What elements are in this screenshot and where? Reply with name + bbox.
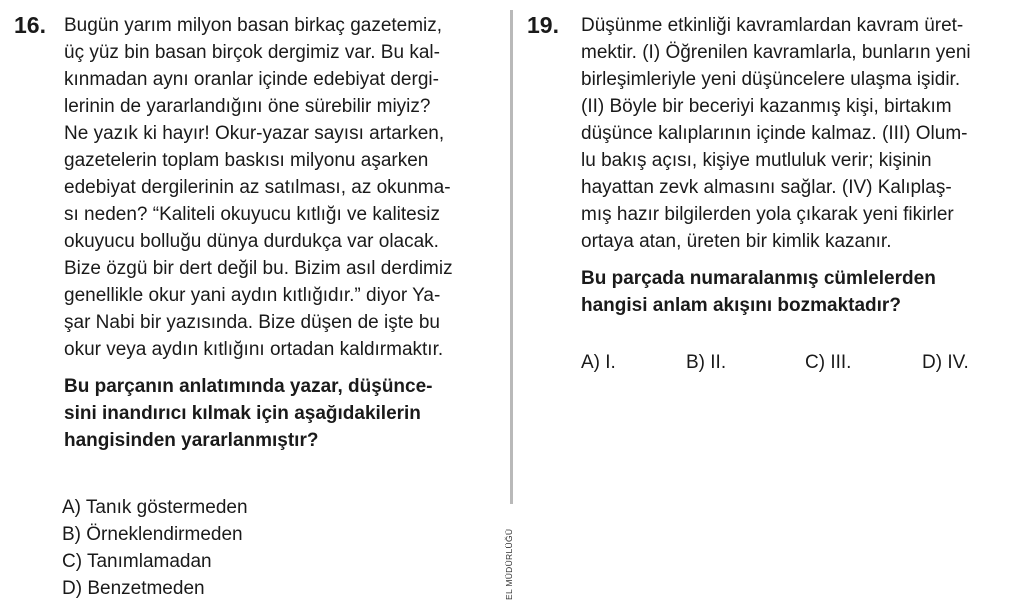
passage-line: şar Nabi bir yazısında. Bize düşen de işte bu: [64, 312, 440, 333]
question-number: 19.: [527, 12, 559, 38]
option-c[interactable]: C) III.: [805, 352, 852, 373]
question-prompt: [581, 265, 1022, 319]
option-b[interactable]: B) II.: [686, 352, 727, 373]
passage: [581, 12, 1022, 255]
passage-line: lerinin de yararlandığını öne sürebilir miyiz?: [64, 96, 431, 117]
question-number: 16.: [14, 12, 46, 38]
answer-options: [581, 349, 1022, 376]
passage-line: düşünce kalıplarının içinde kalmaz. (III) Olum-: [581, 123, 968, 144]
passage: [64, 12, 504, 363]
passage-line: Bugün yarım milyon basan birkaç gazetemiz,: [64, 15, 443, 36]
option-d[interactable]: D) IV.: [922, 352, 969, 373]
option-c[interactable]: C) Tanımlamadan: [62, 551, 212, 572]
question-body: [581, 12, 1022, 376]
column-divider: [510, 10, 513, 504]
question-body: [64, 12, 504, 602]
option-b[interactable]: B) Örneklendirmeden: [62, 524, 243, 545]
passage-line: Bize özgü bir dert değil bu. Bizim asıl derdimiz: [64, 258, 453, 279]
passage-line: hayattan zevk almasını sağlar. (IV) Kalıplaş-: [581, 177, 952, 198]
passage-line: üç yüz bin basan birçok dergimiz var. Bu kal-: [64, 42, 440, 63]
passage-line: lu bakış açısı, kişiye mutluluk verir; kişinin: [581, 150, 932, 171]
question-prompt: [64, 373, 504, 454]
option-d[interactable]: D) Benzetmeden: [62, 578, 205, 599]
passage-line: Düşünme etkinliği kavramlardan kavram üret-: [581, 15, 964, 36]
passage-line: birleşimleriyle yeni düşüncelere ulaşma işidir.: [581, 69, 961, 90]
passage-line: sı neden? “Kaliteli okuyucu kıtlığı ve kalitesiz: [64, 204, 440, 225]
passage-line: mış hazır bilgilerden yola çıkarak yeni fikirler: [581, 204, 954, 225]
passage-line: mektir. (I) Öğrenilen kavramlarla, bunların yeni: [581, 42, 971, 63]
passage-line: kınmadan aynı oranlar içinde edebiyat dergi-: [64, 69, 439, 90]
passage-line: (II) Böyle bir beceriyi kazanmış kişi, birtakım: [581, 96, 952, 117]
passage-line: ortaya atan, üreten bir kimlik kazanır.: [581, 231, 892, 252]
option-a[interactable]: A) Tanık göstermeden: [62, 497, 248, 518]
prompt-line: hangisinden yararlanmıştır?: [64, 430, 319, 451]
prompt-line: sini inandırıcı kılmak için aşağıdakilerin: [64, 403, 421, 424]
passage-line: gazetelerin toplam baskısı milyonu aşarken: [64, 150, 429, 171]
answer-options: [62, 494, 504, 602]
passage-line: edebiyat dergilerinin az satılması, az okunma-: [64, 177, 451, 198]
passage-line: genellikle okur yani aydın kıtlığıdır.” diyor Ya-: [64, 285, 441, 306]
prompt-line: hangisi anlam akışını bozmaktadır?: [581, 295, 901, 316]
option-a[interactable]: A) I.: [581, 352, 616, 373]
prompt-line: Bu parçanın anlatımında yazar, düşünce-: [64, 376, 433, 397]
passage-line: Ne yazık ki hayır! Okur-yazar sayısı artarken,: [64, 123, 445, 144]
side-label: EL MÜDÜRLÜĞÜ: [504, 528, 514, 600]
passage-line: okur veya aydın kıtlığını ortadan kaldırmaktır.: [64, 339, 444, 360]
passage-line: okuyucu bolluğu dünya durdukça var olacak.: [64, 231, 439, 252]
prompt-line: Bu parçada numaralanmış cümlelerden: [581, 268, 936, 289]
